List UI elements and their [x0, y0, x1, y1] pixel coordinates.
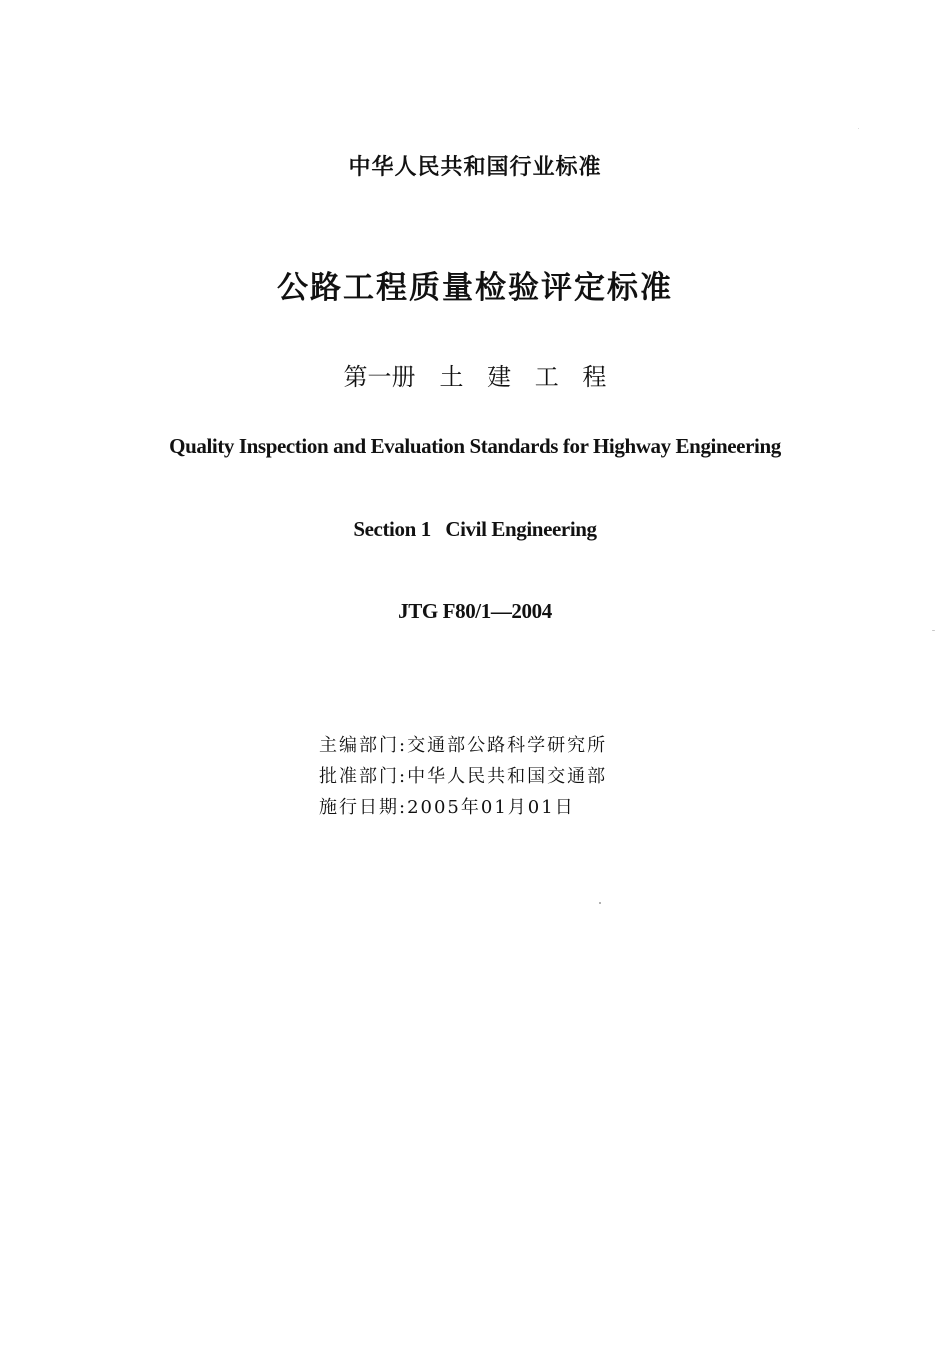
effective-date-row [319, 792, 607, 823]
effective-date-value: 2005年01月01日 [407, 797, 575, 818]
approval-department-label: 批准部门: [319, 766, 408, 787]
standard-code: JTG F80/1—2004 [398, 599, 552, 623]
industry-standard-heading: 中华人民共和国行业标准 [348, 155, 602, 180]
scan-speck [858, 128, 859, 129]
approval-department-row [319, 761, 607, 792]
editor-department-label: 主编部门: [319, 735, 408, 756]
approval-department-value: 中华人民共和国交通部 [407, 766, 608, 787]
publication-info [319, 730, 607, 823]
scan-speck [599, 902, 601, 904]
editor-department-row [319, 730, 607, 761]
volume-subtitle-cn: 第一册 土 建 工 程 [343, 363, 607, 391]
document-title-cn: 公路工程质量检验评定标准 [277, 270, 673, 306]
effective-date-label: 施行日期: [319, 797, 408, 818]
editor-department-value: 交通部公路科学研究所 [407, 735, 608, 756]
section-subtitle-en: Section 1 Civil Engineering [353, 517, 597, 541]
scan-speck [932, 630, 935, 631]
document-title-en: Quality Inspection and Evaluation Standards for Highway Engineering [169, 434, 781, 458]
